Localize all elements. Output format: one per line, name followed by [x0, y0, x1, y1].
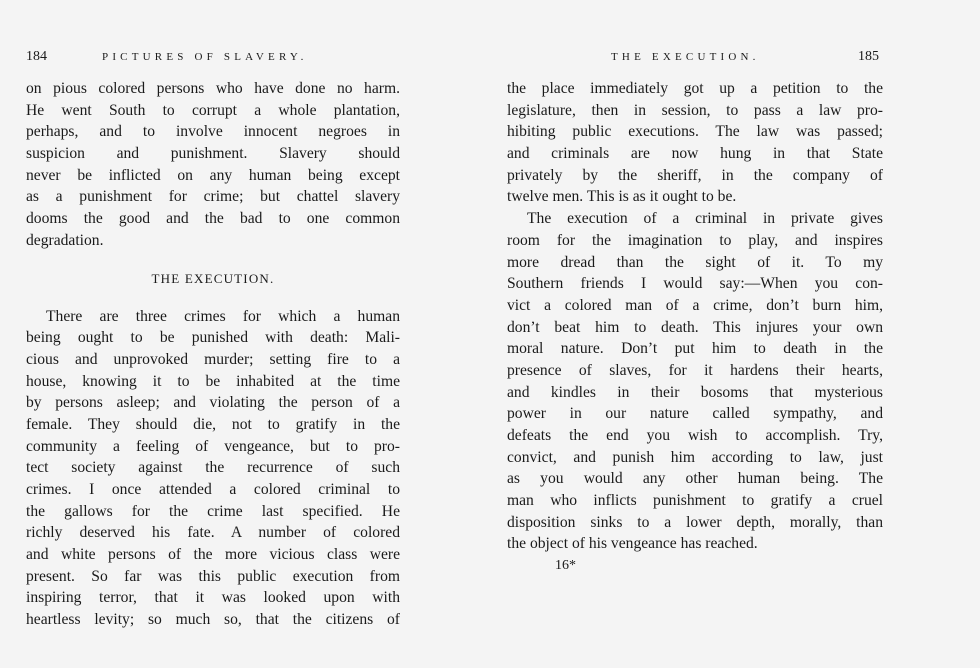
paragraph — [507, 78, 883, 208]
text-line: legislature, then in session, to pass a law pro- — [507, 101, 883, 119]
text-line: never be inflicted on any human being except — [26, 166, 400, 184]
text-line: as a punishment for crime; but chattel slavery — [26, 188, 400, 206]
text-line: vict a colored man of a crime, don’t burn him, — [507, 296, 883, 314]
paragraph — [26, 78, 400, 252]
text-line: power in our nature called sympathy, and — [507, 405, 883, 423]
text-line: and criminals are now hung in that State — [507, 145, 883, 163]
running-title: PICTURES OF SLAVERY. — [102, 51, 308, 63]
text-line: tect society against the recurrence of such — [26, 459, 400, 477]
text-line: degradation. — [26, 231, 104, 249]
text-line: The execution of a criminal in private gives — [527, 210, 883, 228]
text-line: moral nature. Don’t put him to death in the — [507, 340, 883, 358]
text-line: room for the imagination to play, and inspires — [507, 231, 883, 249]
text-line: and kindles in their bosoms that mysterious — [507, 383, 883, 401]
page-body — [26, 78, 400, 631]
text-line: and white persons of the more vicious class were — [26, 546, 400, 564]
text-line: privately by the sheriff, in the company of — [507, 166, 883, 184]
text-line: more dread than the sight of it. To my — [507, 253, 883, 271]
text-line: crimes. I once attended a colored criminal to — [26, 481, 400, 498]
text-line: perhaps, and to involve innocent negroes in — [26, 123, 400, 141]
text-line: community a feeling of vengeance, but to pro- — [26, 437, 400, 455]
text-line: disposition sinks to a lower depth, morally, than — [507, 513, 883, 531]
text-line: by persons asleep; and violating the person of a — [26, 394, 400, 412]
section-heading: THE EXECUTION. — [151, 270, 275, 286]
text-line: Southern friends I would say:—When you con- — [507, 275, 883, 293]
text-line: defeats the end you wish to accomplish. Try, — [507, 427, 883, 444]
text-line: don’t beat him to death. This injures your own — [507, 318, 883, 336]
text-line: He went South to corrupt a whole plantation, — [26, 101, 400, 119]
page-number: 185 — [858, 49, 879, 64]
text-line: house, knowing it to be inhabited at the time — [26, 372, 400, 390]
text-line: richly deserved his fate. A number of colored — [26, 524, 400, 542]
text-line: presence of slaves, for it hardens their hearts, — [507, 361, 883, 379]
running-head — [26, 49, 400, 69]
text-line: man who inflicts punishment to gratify a cruel — [507, 492, 883, 510]
text-line: present. So far was this public execution from — [26, 567, 400, 585]
text-line: female. They should die, not to gratify in the — [26, 415, 400, 433]
text-line: inspiring terror, that it was looked upon with — [26, 589, 400, 607]
text-line: on pious colored persons who have done no harm. — [26, 80, 400, 97]
text-line: There are three crimes for which a human — [46, 307, 400, 325]
text-line: cious and unprovoked murder; setting fire to a — [26, 350, 400, 368]
text-line: as you would any other human being. The — [507, 470, 883, 488]
page-body — [507, 78, 883, 574]
text-line: dooms the good and the bad to one common — [26, 210, 400, 228]
running-head — [507, 49, 883, 69]
text-line: the object of his vengeance has reached. — [507, 535, 758, 553]
text-line: convict, and punish him according to law, just — [507, 448, 883, 466]
text-line: twelve men. This is as it ought to be. — [507, 188, 737, 206]
text-line: the place immediately got up a petition to the — [507, 80, 883, 97]
signature-mark: 16* — [555, 558, 576, 574]
text-line: the gallows for the crime last specified. He — [26, 502, 400, 520]
running-title: THE EXECUTION. — [611, 51, 760, 63]
text-line: being ought to be punished with death: Mali- — [26, 329, 400, 347]
paragraph — [507, 208, 883, 555]
text-line: heartless levity; so much so, that the citizens of — [26, 611, 400, 629]
text-line: suspicion and punishment. Slavery should — [26, 145, 400, 163]
text-line: hibiting public executions. The law was passed; — [507, 123, 883, 141]
paragraph — [26, 306, 400, 631]
page-number: 184 — [26, 49, 47, 64]
